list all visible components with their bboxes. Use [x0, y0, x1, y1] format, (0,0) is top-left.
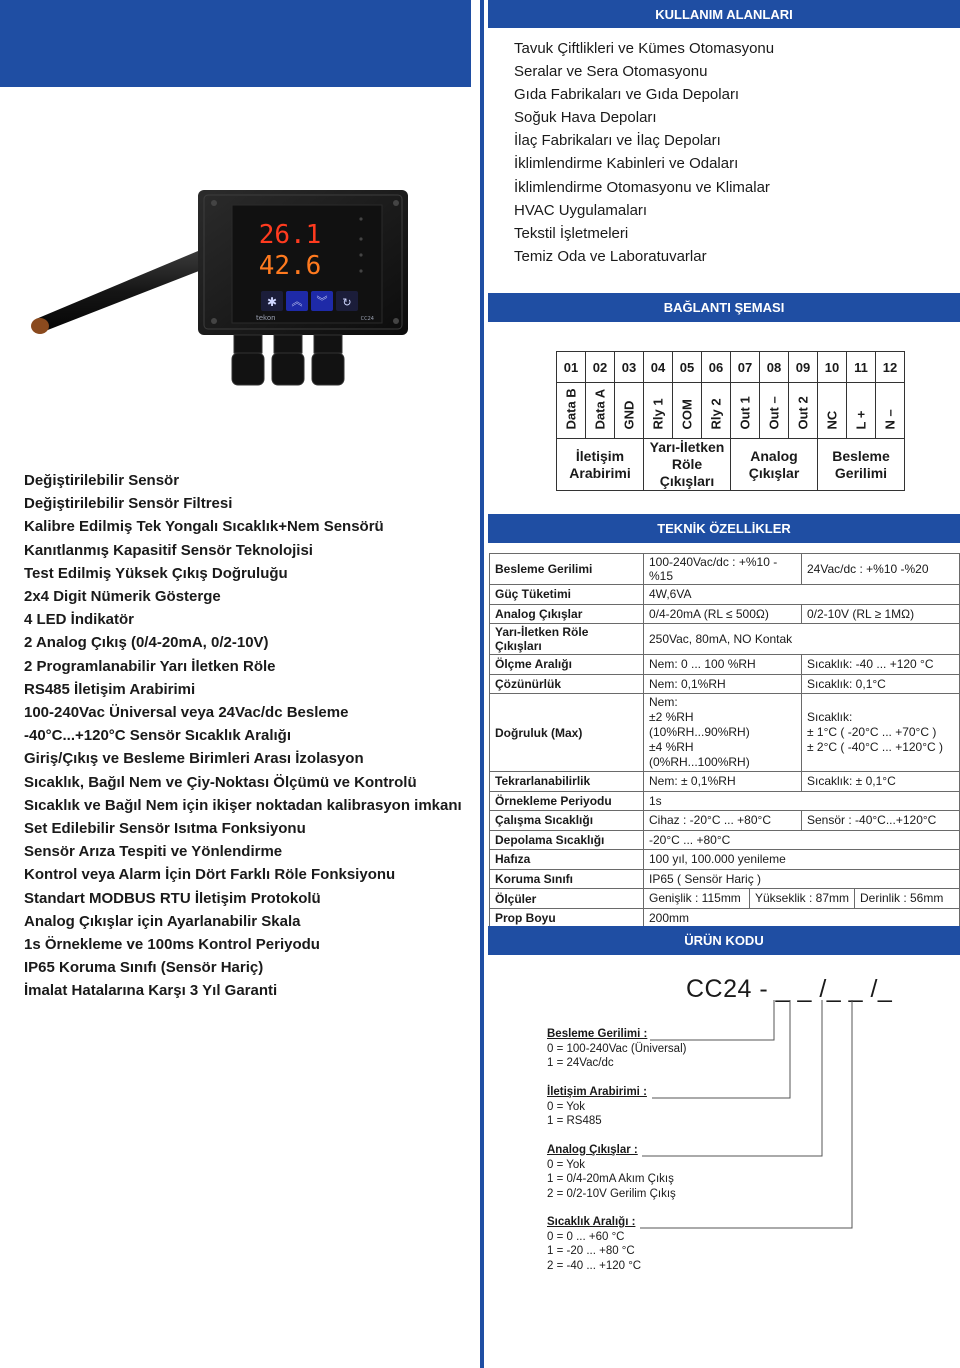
code-title: ÜRÜN KODU	[684, 933, 764, 948]
terminal-number: 11	[847, 352, 876, 383]
list-item: Tekstil İşletmeleri	[514, 224, 629, 242]
table-row: Yarı-İletken Röle Çıkışları 250Vac, 80mA, NO Kontak	[490, 624, 960, 655]
terminal-number: 04	[644, 352, 673, 383]
code-block-analog: Analog Çıkışlar : 0 = Yok 1 = 0/4-20mA Akım Çıkış 2 = 0/2-10V Gerilim Çıkış	[547, 1144, 676, 1200]
brand-logo: tekon	[256, 314, 276, 322]
led-indicator	[359, 237, 362, 240]
terminal-number: 06	[702, 352, 731, 383]
terminal-number: 02	[586, 352, 615, 383]
display-bottom: 42.6	[258, 251, 322, 281]
display-top: 26.1	[258, 220, 322, 250]
list-item: -40°C...+120°C Sensör Sıcaklık Aralığı	[24, 727, 291, 745]
list-item: Standart MODBUS RTU İletişim Protokolü	[24, 889, 321, 907]
list-item: Sıcaklık ve Bağıl Nem için ikişer noktadan kalibrasyon imkanı	[24, 796, 462, 814]
list-item: Giriş/Çıkış ve Besleme Birimleri Arası İzolasyon	[24, 750, 364, 768]
wiring-title-bar	[488, 293, 960, 322]
terminal-number: 07	[731, 352, 760, 383]
connection-table	[556, 351, 905, 491]
table-row: Besleme Gerilimi 100-240Vac/dc : +%10 -%15 24Vac/dc : +%10 -%20	[490, 554, 960, 585]
svg-text:✱: ✱	[266, 295, 278, 309]
terminal-number: 08	[760, 352, 789, 383]
feature-list	[24, 469, 462, 1003]
terminal-label: Out 1	[737, 396, 753, 430]
list-item: Değiştirilebilir Sensör	[24, 472, 180, 489]
led-indicator	[359, 253, 362, 256]
terminal-label: N –	[882, 409, 898, 430]
svg-text:↻: ↻	[342, 296, 352, 309]
terminal-label: Data A	[592, 388, 608, 430]
terminal-number: 05	[673, 352, 702, 383]
terminal-number: 10	[818, 352, 847, 383]
terminal-group: Analog Çıkışlar	[731, 439, 818, 491]
terminal-label: NC	[824, 410, 840, 430]
led-indicator	[359, 217, 362, 220]
list-item: Set Edilebilir Sensör Isıtma Fonksiyonu	[24, 820, 306, 838]
table-row: Ölçme Aralığı Nem: 0 ... 100 %RH Sıcaklık: -40 ... +120 °C	[490, 655, 960, 675]
list-item: Tavuk Çiftlikleri ve Kümes Otomasyonu	[514, 40, 775, 57]
terminal-group: İletişim Arabirimi	[557, 439, 644, 491]
terminal-label: Data B	[563, 388, 579, 430]
terminal-number: 09	[789, 352, 818, 383]
table-row: Doğruluk (Max) Nem: ±2 %RH (10%RH...90%RH) ±4 %RH (0%RH...100%RH) Sıcaklık: ± 1°C ( -20°C ... +70°C ) ± 2°C ( -40°C ... +120°C )	[490, 694, 960, 772]
list-item: Analog Çıkışlar için Ayarlanabilir Skala	[24, 912, 301, 930]
spec-table	[489, 553, 960, 948]
list-item: Soğuk Hava Depoları	[514, 109, 657, 127]
terminal-group: Besleme Gerilimi	[818, 439, 905, 491]
table-row: Ölçüler Genişlik : 115mm Yükseklik : 87mm Derinlik : 56mm	[490, 889, 960, 909]
list-item: 100-240Vac Üniversal veya 24Vac/dc Besleme	[24, 704, 349, 722]
product-code: CC24 - _ _ /_ _ /_	[686, 975, 893, 1003]
table-row: Hafıza 100 yıl, 100.000 yenileme	[490, 850, 960, 870]
usage-title-bar	[488, 0, 960, 28]
probe	[36, 251, 204, 333]
code-block-temp: Sıcaklık Aralığı : 0 = 0 ... +60 °C 1 = -20 ... +80 °C 2 = -40 ... +120 °C	[547, 1216, 642, 1272]
list-item: HVAC Uygulamaları	[514, 201, 648, 219]
code-block-supply: Besleme Gerilimi : 0 = 100-240Vac (Üniversal) 1 = 24Vac/dc	[547, 1028, 687, 1069]
terminal-label: GND	[621, 400, 637, 430]
list-item: 2 Programlanabilir Yarı İletken Röle	[24, 657, 276, 675]
terminal-label: Rly 1	[650, 398, 666, 430]
table-row: Çözünürlük Nem: 0,1%RH Sıcaklık: 0,1°C	[490, 674, 960, 694]
table-row: Çalışma Sıcaklığı Cihaz : -20°C ... +80°C Sensör : -40°C...+120°C	[490, 811, 960, 831]
terminal-label: L +	[853, 410, 869, 430]
list-item: Seralar ve Sera Otomasyonu	[514, 63, 708, 81]
list-item: Kontrol veya Alarm İçin Dört Farklı Röle Fonksiyonu	[24, 866, 396, 884]
list-item: 2 Analog Çıkış (0/4-20mA, 0/2-10V)	[24, 634, 269, 652]
terminal-group: Yarı-İletken Röle Çıkışları	[644, 439, 731, 491]
device-illustration	[28, 185, 418, 395]
list-item: Kanıtlanmış Kapasitif Sensör Teknolojisi	[24, 541, 313, 559]
terminal-label: Out –	[766, 396, 782, 430]
list-item: İmalat Hatalarına Karşı 3 Yıl Garanti	[24, 982, 278, 1000]
usage-title: KULLANIM ALANLARI	[655, 7, 793, 22]
list-item: Test Edilmiş Yüksek Çıkış Doğruluğu	[24, 564, 288, 582]
terminal-label: Out 2	[795, 396, 811, 430]
tech-title-bar	[488, 514, 960, 543]
list-item: IP65 Koruma Sınıfı (Sensör Hariç)	[24, 959, 264, 977]
terminal-label: COM	[679, 399, 695, 430]
cable-gland	[232, 335, 344, 385]
table-row: Örnekleme Periyodu 1s	[490, 791, 960, 811]
terminal-number: 01	[557, 352, 586, 383]
list-item: İklimlendirme Kabinleri ve Odaları	[514, 155, 739, 173]
wiring-title: BAĞLANTI ŞEMASI	[663, 300, 785, 315]
table-row: Tekrarlanabilirlik Nem: ± 0,1%RH Sıcaklık: ± 0,1°C	[490, 772, 960, 792]
list-item: Kalibre Edilmiş Tek Yongalı Sıcaklık+Nem Sensörü	[24, 518, 384, 536]
list-item: RS485 İletişim Arabirimi	[24, 680, 196, 698]
list-item: 1s Örnekleme ve 100ms Kontrol Periyodu	[24, 936, 320, 954]
code-title-bar	[488, 926, 960, 955]
list-item: Sıcaklık, Bağıl Nem ve Çiy-Noktası Ölçümü ve Kontrolü	[24, 773, 417, 791]
table-row: Prop Boyu 200mm	[490, 909, 960, 929]
table-row: Koruma Sınıfı IP65 ( Sensör Hariç )	[490, 869, 960, 889]
list-item: İklimlendirme Otomasyonu ve Klimalar	[514, 178, 770, 196]
model-label: CC24	[360, 316, 374, 322]
list-item: İlaç Fabrikaları ve İlaç Depoları	[514, 132, 721, 150]
list-item: Gıda Fabrikaları ve Gıda Depoları	[514, 86, 740, 104]
terminal-number: 12	[876, 352, 905, 383]
led-indicator	[359, 269, 362, 272]
list-item: Temiz Oda ve Laboratuvarlar	[514, 247, 707, 265]
terminal-number: 03	[615, 352, 644, 383]
probe-tip	[31, 318, 49, 334]
svg-text:︽: ︽	[291, 295, 303, 308]
list-item: 4 LED İndikatör	[24, 611, 135, 629]
list-item: 2x4 Digit Nümerik Gösterge	[24, 588, 221, 606]
terminal-label: Rly 2	[708, 398, 724, 430]
svg-text:︾: ︾	[316, 295, 328, 308]
list-item: Sensör Arıza Tespiti ve Yönlendirme	[24, 843, 283, 861]
usage-list	[514, 37, 774, 268]
code-block-comm: İletişim Arabirimi : 0 = Yok 1 = RS485	[547, 1086, 647, 1127]
tech-title: TEKNİK ÖZELLİKLER	[657, 521, 791, 536]
table-row: Güç Tüketimi 4W,6VA	[490, 585, 960, 605]
list-item: Değiştirilebilir Sensör Filtresi	[24, 495, 233, 513]
top-banner	[0, 0, 471, 87]
table-row: Depolama Sıcaklığı -20°C ... +80°C	[490, 830, 960, 850]
column-divider	[480, 0, 484, 1368]
table-row: Analog Çıkışlar 0/4-20mA (RL ≤ 500Ω) 0/2-10V (RL ≥ 1MΩ)	[490, 604, 960, 624]
